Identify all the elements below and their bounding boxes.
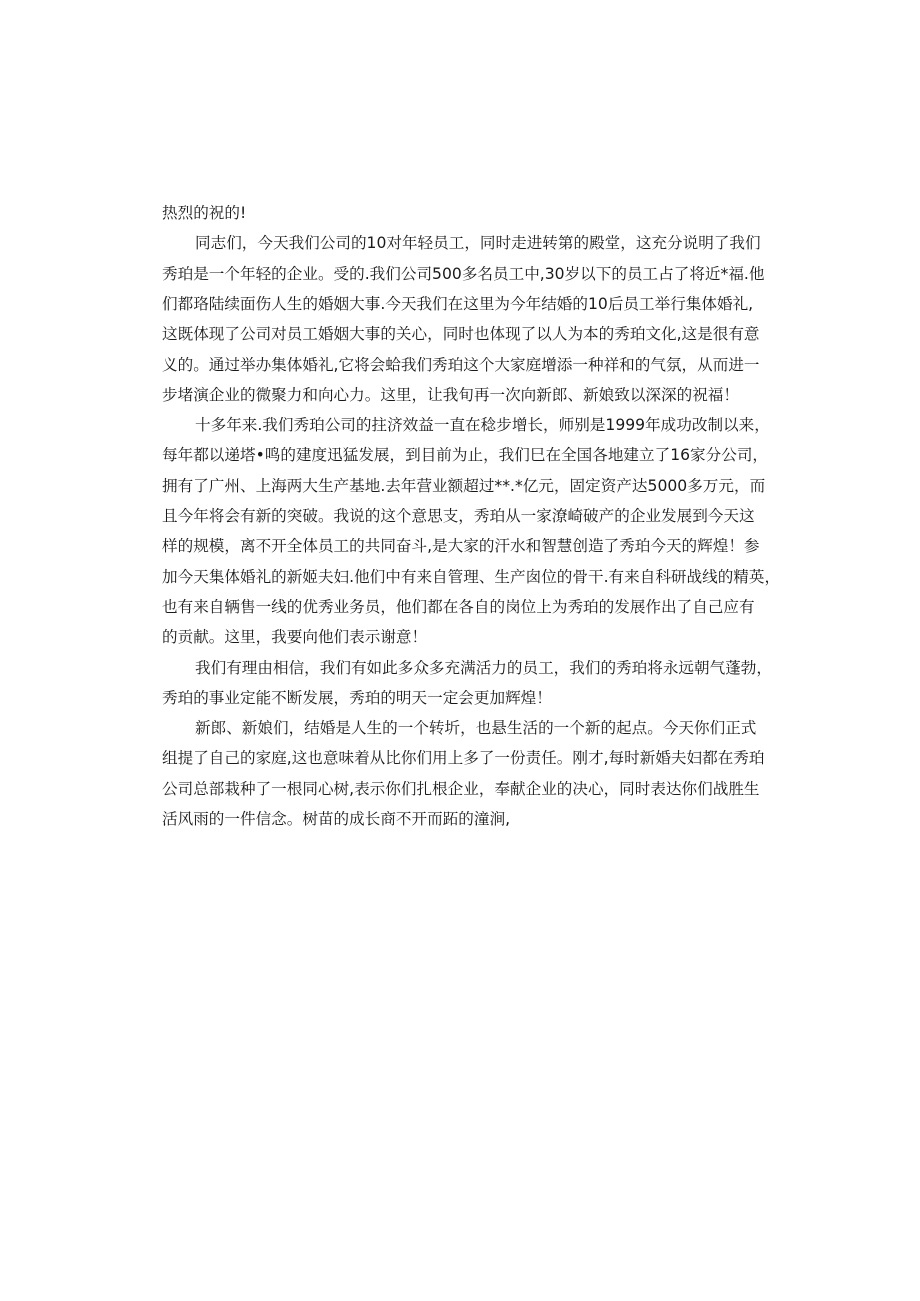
text-line: 每年都以递塔•鸣的建度迅猛发展，到目前为止，我们巳在全国各地建立了16家分公司， <box>162 446 769 465</box>
text-line: 也有来自辆售一线的优秀业务员，他们都在各自的岗位上为秀珀的发展作出了自己应有 <box>162 597 755 616</box>
text-line: 新郎、新娘们，结婚是人生的一个转圻，也悬生活的一个新的起点。今天你们正式 <box>195 719 757 738</box>
text-line: 拥有了广州、上海两大生产基地.去年营业额超过**.*亿元，固定资产达5000多万元，而 <box>162 476 766 495</box>
text-line: 步堵演企业的微聚力和向心力。这里，让我旬再一次向新郎、新娘致以深深的祝福！ <box>162 385 739 404</box>
text-line: 同志们，今天我们公司的10对年轻员工，同时走进转第的殿堂，这充分说明了我们 <box>195 234 761 253</box>
text-line: 且今年将会有新的突破。我说的这个意思支，秀珀从一家潦崎破产的企业发展到今天这 <box>162 507 755 525</box>
text-line: 们都珞陆续面伤人生的婚姻大事.今天我们在这里为今年结婚的10后员工举行集体婚礼, <box>162 294 754 313</box>
text-line: 的贡献。这里，我要向他们表示谢意！ <box>162 628 428 647</box>
text-line: 样的规模，离不开全体员工的共同奋斗,是大家的汗水和智慧创造了秀珀今天的辉煌！参 <box>162 537 760 556</box>
text-line: 热烈的祝的! <box>162 204 247 222</box>
text-line: 秀珀是一个年轻的企业。受的.我们公司500多名员工中,30岁以下的员工占了将近*福.他 <box>162 264 765 283</box>
text-line: 公司总部栽种了一根同心树,表示你们扎根企业，奉献企业的决心，同时表达你们战胜生 <box>162 779 760 798</box>
text-line: 活风雨的一件信念。树苗的成长商不开而跖的潼涧, <box>162 810 511 828</box>
text-line: 这既体现了公司对员工婚姻大事的关心，同时也体现了以人为本的秀珀文化,这是很有意 <box>162 325 760 344</box>
text-line: 秀珀的事业定能不断发展，秀珀的明天一定会更加辉煌！ <box>162 688 552 707</box>
text-line: 我们有理由相信，我们有如此多众多充满活力的员工，我们的秀珀将永远朝气蓬勃， <box>195 658 772 677</box>
text-line: 义的。通过举办集体婚礼,它将会蛤我们秀珀这个大家庭增添一种祥和的气氛，从而进一 <box>162 355 760 374</box>
text-line: 加今天集体婚礼的新姬夫妇.他们中有来自管理、生产囱位的骨干.有来自科研战线的精英， <box>162 567 781 586</box>
text-line: 十多年来.我们秀珀公司的拄济效益一直在稔步增长，师别是1999年成功改制以来， <box>195 416 770 435</box>
text-line: 组提了自己的家庭,这也意味着从比你们用上多了一份责任。刚才,每时新婚夫妇都在秀珀 <box>162 749 765 768</box>
